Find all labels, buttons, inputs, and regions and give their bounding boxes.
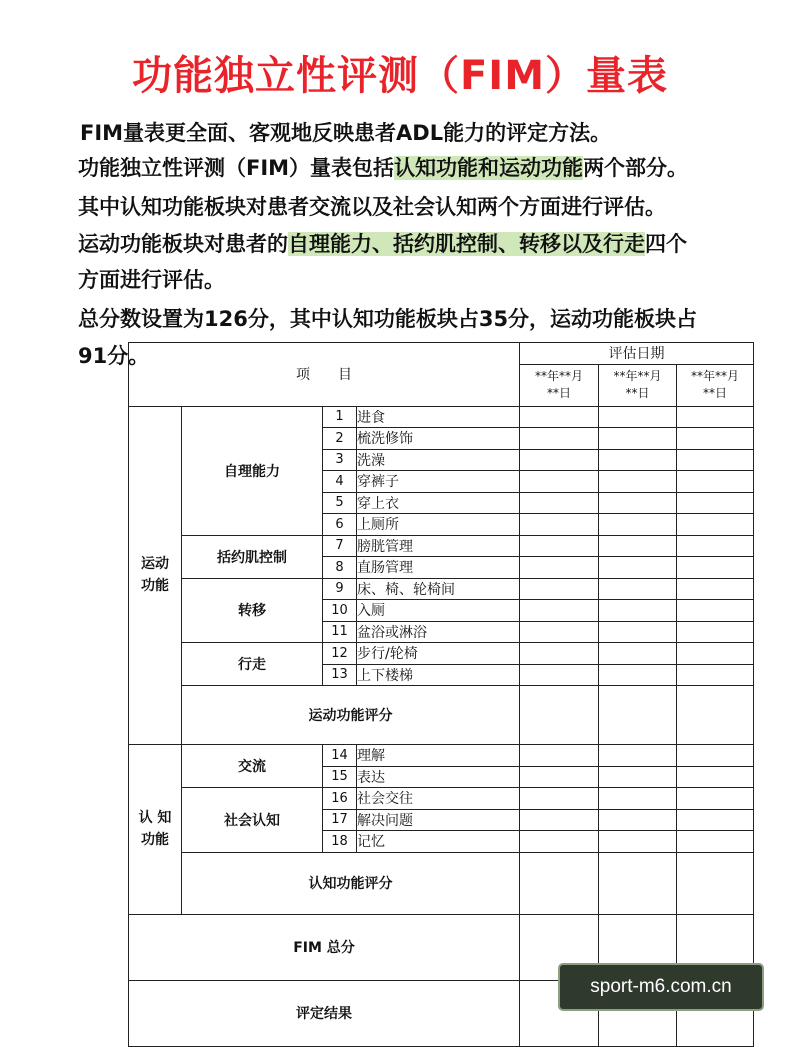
score-cell[interactable] (599, 600, 677, 622)
score-cell[interactable] (677, 578, 754, 600)
score-cell[interactable] (599, 766, 677, 788)
score-cell[interactable] (520, 557, 599, 579)
score-cell[interactable] (677, 600, 754, 622)
score-cell[interactable] (677, 621, 754, 643)
motor-label (129, 406, 182, 745)
item-no: 7 (323, 535, 357, 557)
score-cell[interactable] (520, 643, 599, 665)
score-cell[interactable] (677, 788, 754, 810)
score-cell[interactable] (520, 428, 599, 450)
sphincter-label: 括约肌控制 (182, 535, 323, 578)
item-no: 18 (323, 831, 357, 853)
intro-line-3: 其中认知功能板块对患者交流以及社会认知两个方面进行评估。 (78, 195, 666, 219)
score-cell[interactable] (520, 766, 599, 788)
score-cell[interactable] (599, 428, 677, 450)
score-cell[interactable] (599, 406, 677, 428)
cognitive-label-text: 认 知 功能 (138, 810, 172, 849)
score-cell[interactable] (677, 449, 754, 471)
date-col-2 (599, 364, 677, 406)
score-cell[interactable] (599, 621, 677, 643)
item-name: 上下楼梯 (357, 664, 520, 686)
social-label: 社会认知 (182, 788, 323, 853)
score-cell[interactable] (677, 745, 754, 767)
header-item: 项 目 (129, 343, 520, 407)
score-cell[interactable] (520, 745, 599, 767)
intro-highlight-2: 自理能力、括约肌控制、转移以及行走 (288, 232, 645, 256)
item-no: 2 (323, 428, 357, 450)
score-cell[interactable] (599, 809, 677, 831)
score-cell[interactable] (520, 852, 599, 914)
header-date: 评估日期 (520, 343, 754, 365)
item-no: 16 (323, 788, 357, 810)
date-col-2-text: **年**月 **日 (613, 369, 662, 400)
score-cell[interactable] (599, 852, 677, 914)
score-cell[interactable] (677, 686, 754, 745)
score-cell[interactable] (677, 852, 754, 914)
transfer-label: 转移 (182, 578, 323, 643)
fim-total-label: FIM 总分 (129, 914, 520, 980)
item-name: 进食 (357, 406, 520, 428)
score-cell[interactable] (599, 788, 677, 810)
item-name: 入厕 (357, 600, 520, 622)
score-cell[interactable] (599, 535, 677, 557)
item-no: 3 (323, 449, 357, 471)
score-cell[interactable] (599, 449, 677, 471)
score-cell[interactable] (599, 831, 677, 853)
item-name: 上厕所 (357, 514, 520, 536)
walking-label: 行走 (182, 643, 323, 686)
score-cell[interactable] (520, 831, 599, 853)
score-cell[interactable] (677, 664, 754, 686)
score-cell[interactable] (520, 471, 599, 493)
item-name: 梳洗修饰 (357, 428, 520, 450)
item-name: 直肠管理 (357, 557, 520, 579)
score-cell[interactable] (599, 514, 677, 536)
item-name: 表达 (357, 766, 520, 788)
date-col-1-text: **年**月 **日 (534, 369, 583, 400)
score-cell[interactable] (520, 809, 599, 831)
score-cell[interactable] (520, 578, 599, 600)
item-name: 社会交往 (357, 788, 520, 810)
score-cell[interactable] (677, 428, 754, 450)
score-cell[interactable] (599, 471, 677, 493)
score-cell[interactable] (599, 492, 677, 514)
intro-line-6: 总分数设置为126分，其中认知功能板块占35分，运动功能板块占 (78, 307, 698, 331)
item-no: 14 (323, 745, 357, 767)
item-name: 洗澡 (357, 449, 520, 471)
item-no: 1 (323, 406, 357, 428)
item-name: 膀胱管理 (357, 535, 520, 557)
item-no: 15 (323, 766, 357, 788)
item-no: 17 (323, 809, 357, 831)
score-cell[interactable] (677, 809, 754, 831)
watermark-badge: sport-m6.com.cn (558, 963, 764, 1011)
intro-line-2-text: 功能独立性评测（FIM）量表包括 (78, 156, 395, 180)
intro-line-5: 方面进行评估。 (78, 268, 225, 292)
score-cell[interactable] (520, 492, 599, 514)
item-name: 记忆 (357, 831, 520, 853)
score-cell[interactable] (599, 643, 677, 665)
item-name: 穿上衣 (357, 492, 520, 514)
item-name: 盆浴或淋浴 (357, 621, 520, 643)
intro-line-4-text: 运动功能板块对患者的 (78, 232, 288, 256)
intro-line-4 (78, 227, 778, 261)
cognitive-label (129, 745, 182, 915)
score-cell[interactable] (599, 664, 677, 686)
motor-subtotal-label: 运动功能评分 (182, 686, 520, 745)
score-cell[interactable] (520, 406, 599, 428)
score-cell[interactable] (520, 788, 599, 810)
item-no: 5 (323, 492, 357, 514)
score-cell[interactable] (599, 745, 677, 767)
score-cell[interactable] (677, 514, 754, 536)
score-cell[interactable] (677, 766, 754, 788)
score-cell[interactable] (677, 557, 754, 579)
score-cell[interactable] (520, 621, 599, 643)
intro-line-2-end: 两个部分。 (583, 156, 689, 180)
communication-label: 交流 (182, 745, 323, 788)
score-cell[interactable] (520, 514, 599, 536)
score-cell[interactable] (677, 535, 754, 557)
score-cell[interactable] (677, 471, 754, 493)
item-name: 穿裤子 (357, 471, 520, 493)
intro-highlight-1: 认知功能和运动功能 (394, 156, 584, 180)
item-no: 4 (323, 471, 357, 493)
score-cell[interactable] (599, 578, 677, 600)
date-col-3-text: **年**月 **日 (690, 369, 739, 400)
page-title: 功能独立性评测（FIM）量表 (131, 53, 668, 99)
item-no: 8 (323, 557, 357, 579)
intro-line-1: FIM量表更全面、客观地反映患者ADL能力的评定方法。 (80, 121, 612, 145)
cognitive-subtotal-label: 认知功能评分 (182, 852, 520, 914)
intro-line-7: 91分。 (78, 344, 150, 368)
item-no: 6 (323, 514, 357, 536)
item-no: 11 (323, 621, 357, 643)
score-cell[interactable] (599, 686, 677, 745)
item-no: 10 (323, 600, 357, 622)
score-cell[interactable] (520, 664, 599, 686)
intro-line-2 (78, 151, 778, 185)
score-cell[interactable] (520, 449, 599, 471)
item-no: 12 (323, 643, 357, 665)
score-cell[interactable] (677, 643, 754, 665)
score-cell[interactable] (677, 406, 754, 428)
score-cell[interactable] (520, 535, 599, 557)
motor-label-text: 运动 功能 (141, 556, 169, 595)
item-no: 13 (323, 664, 357, 686)
intro-line-4-end: 四个 (645, 232, 687, 256)
score-cell[interactable] (520, 686, 599, 745)
item-name: 解决问题 (357, 809, 520, 831)
score-cell[interactable] (677, 492, 754, 514)
score-cell[interactable] (520, 600, 599, 622)
date-col-3 (677, 364, 754, 406)
result-label: 评定结果 (129, 980, 520, 1046)
fim-table (128, 342, 754, 1047)
item-name: 床、椅、轮椅间 (357, 578, 520, 600)
score-cell[interactable] (677, 831, 754, 853)
self-care-label: 自理能力 (182, 406, 323, 535)
item-name: 步行/轮椅 (357, 643, 520, 665)
item-no: 9 (323, 578, 357, 600)
score-cell[interactable] (599, 557, 677, 579)
date-col-1 (520, 364, 599, 406)
item-name: 理解 (357, 745, 520, 767)
